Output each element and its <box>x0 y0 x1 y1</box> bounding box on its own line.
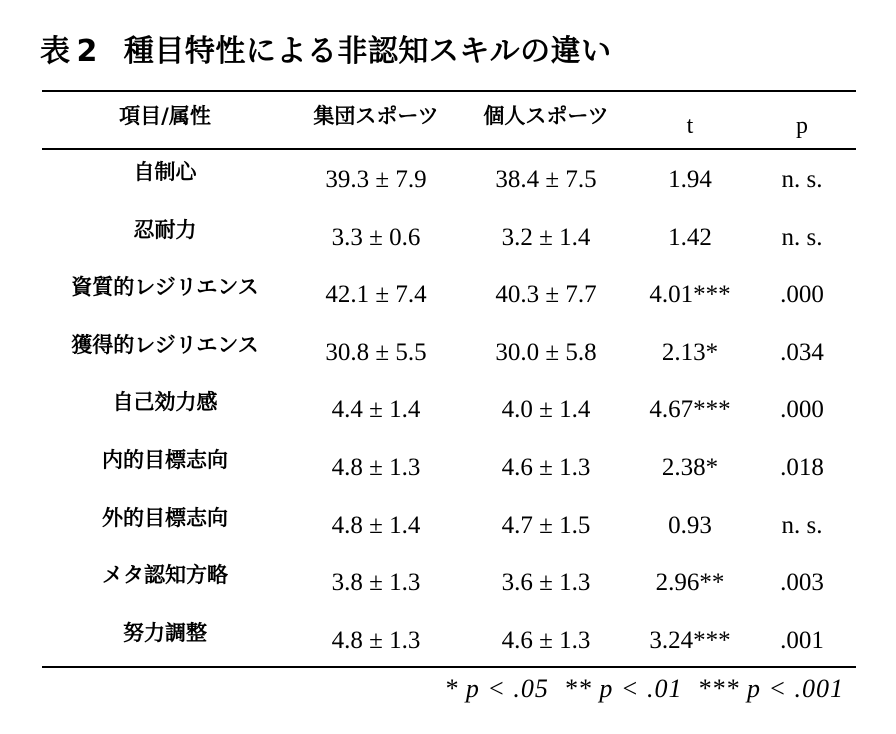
caption-label: 表 <box>40 34 71 69</box>
p-value: .003 <box>780 569 824 597</box>
table-row <box>42 448 856 488</box>
caption-title: 種目特性による非認知スキルの違い <box>123 34 612 69</box>
row-label: 努力調整 <box>123 620 207 645</box>
t-value: 2.38* <box>661 454 719 481</box>
significance-footnote: * p < .05 ** p < .01 *** p < .001 <box>444 674 844 703</box>
row-label: 獲得的レジリエンス <box>71 332 259 357</box>
p-value: .018 <box>780 454 824 481</box>
team-sports-value: 39.3 ± 7.9 <box>325 166 427 193</box>
table-row <box>42 390 856 430</box>
table-top-rule <box>42 90 856 92</box>
team-sports-value: 4.8 ± 1.4 <box>331 511 421 539</box>
team-sports-value: 42.1 ± 7.4 <box>325 281 427 309</box>
individual-sports-value: 30.0 ± 5.8 <box>495 338 597 366</box>
table-row <box>42 333 856 373</box>
row-label: 自制心 <box>133 160 197 184</box>
header-t: t <box>686 113 694 139</box>
t-value: 1.42 <box>668 223 712 251</box>
p-value: n. s. <box>781 166 823 193</box>
team-sports-value: 3.3 ± 0.6 <box>331 223 421 251</box>
row-label: 外的目標志向 <box>102 505 228 530</box>
p-value: n. s. <box>781 223 823 251</box>
table-header-row <box>42 96 856 139</box>
row-label: 自己効力感 <box>112 390 218 415</box>
team-sports-value: 4.8 ± 1.3 <box>331 454 421 481</box>
p-value: .034 <box>780 338 824 366</box>
caption-number: 2 <box>76 34 98 69</box>
t-value: 4.01*** <box>649 281 731 309</box>
row-label: 忍耐力 <box>133 217 197 242</box>
table-header-rule <box>42 148 856 150</box>
individual-sports-value: 4.0 ± 1.4 <box>501 396 591 424</box>
team-sports-value: 30.8 ± 5.5 <box>325 338 427 366</box>
header-team-sports: 集団スポーツ <box>313 104 439 128</box>
p-value: .001 <box>780 626 824 654</box>
t-value: 4.67*** <box>649 396 731 424</box>
individual-sports-value: 4.6 ± 1.3 <box>501 626 591 654</box>
table-row <box>42 506 856 546</box>
row-label: メタ認知方略 <box>102 563 228 588</box>
row-label: 内的目標志向 <box>102 448 228 472</box>
table-bottom-rule <box>42 666 856 668</box>
table-row <box>42 160 856 200</box>
t-value: 3.24*** <box>649 626 731 654</box>
t-value: 1.94 <box>668 166 712 193</box>
individual-sports-value: 38.4 ± 7.5 <box>495 166 597 193</box>
individual-sports-value: 3.6 ± 1.3 <box>501 569 591 597</box>
team-sports-value: 3.8 ± 1.3 <box>331 569 421 597</box>
table-row <box>42 218 856 258</box>
p-value: n. s. <box>781 511 823 539</box>
table-row <box>42 621 856 661</box>
header-individual-sports: 個人スポーツ <box>483 104 609 128</box>
team-sports-value: 4.4 ± 1.4 <box>331 396 421 424</box>
t-value: 2.13* <box>661 338 719 366</box>
individual-sports-value: 4.6 ± 1.3 <box>501 454 591 481</box>
table-caption <box>40 26 612 70</box>
individual-sports-value: 40.3 ± 7.7 <box>495 281 597 309</box>
t-value: 0.93 <box>668 511 712 539</box>
team-sports-value: 4.8 ± 1.3 <box>331 626 421 654</box>
t-value: 2.96** <box>655 569 725 597</box>
header-p: p <box>796 113 808 139</box>
row-label: 資質的レジリエンス <box>71 275 259 300</box>
table-row <box>42 275 856 315</box>
individual-sports-value: 4.7 ± 1.5 <box>501 511 591 539</box>
header-item-attribute: 項目/属性 <box>119 104 211 128</box>
p-value: .000 <box>780 281 824 309</box>
p-value: .000 <box>780 396 824 424</box>
individual-sports-value: 3.2 ± 1.4 <box>501 223 591 251</box>
table-row <box>42 563 856 603</box>
